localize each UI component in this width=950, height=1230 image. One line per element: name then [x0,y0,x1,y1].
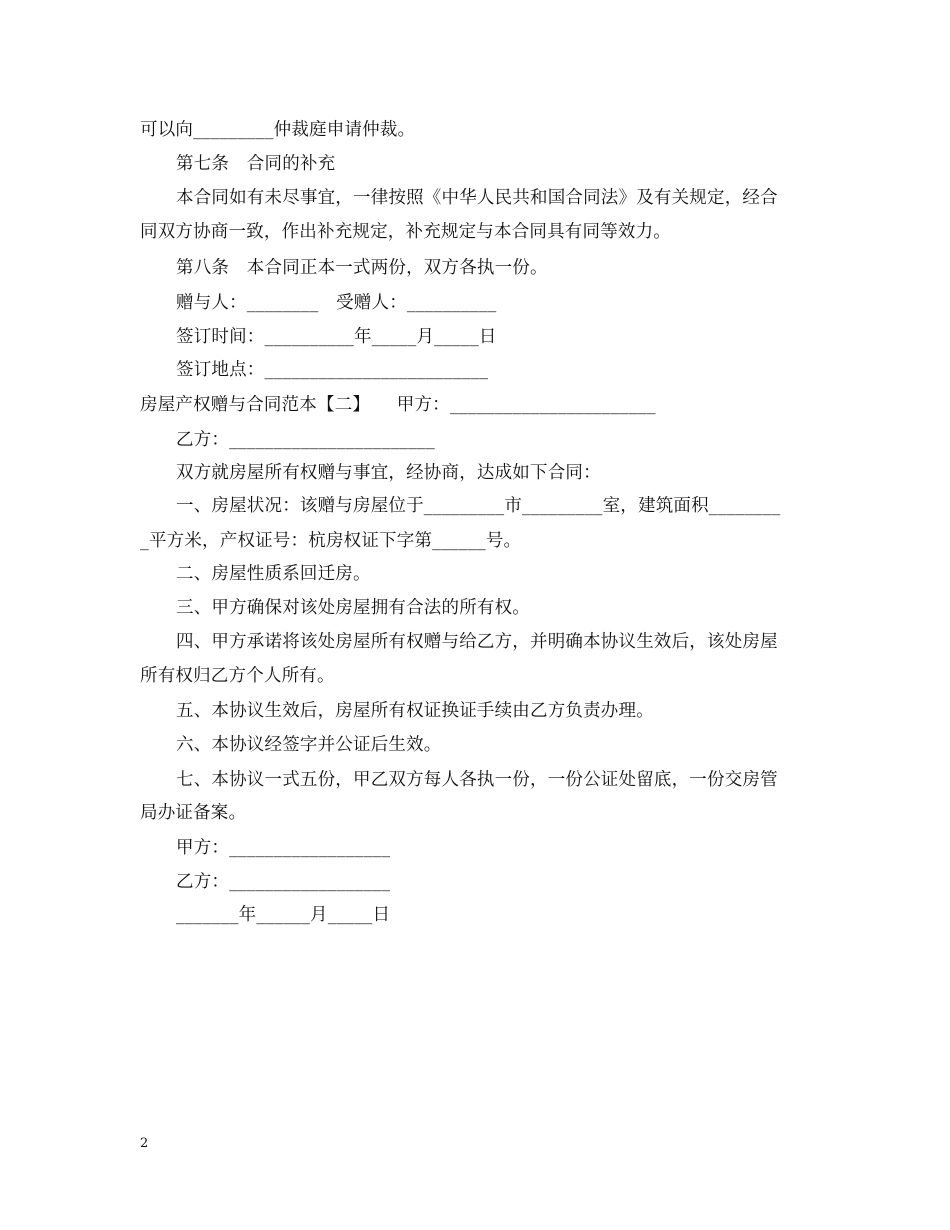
signing-date-line: 签订时间：__________年_____月_____日 [176,327,497,347]
text-line-supplement-1: 本合同如有未尽事宜，一律按照《中华人民共和国合同法》及有关规定，经合 [176,188,778,208]
page-number: 2 [140,1136,149,1151]
party-b-signature-line: 乙方：__________________ [176,872,391,892]
clause-4-line-2: 所有权归乙方个人所有。 [140,666,335,686]
party-b-line: 乙方：_______________________ [176,430,435,450]
text-line-supplement-2: 同双方协商一致，作出补充规定，补充规定与本合同具有同等效力。 [140,222,671,242]
clause-7-line-1: 七、本协议一式五份，甲乙双方每人各执一份，一份公证处留底，一份交房管 [176,770,778,790]
final-date-line: _______年______月_____日 [176,905,391,925]
template-two-heading: 房屋产权赠与合同范本【二】 甲方：_______________________ [140,395,656,415]
party-a-signature-line: 甲方：__________________ [176,838,391,858]
clause-2-line: 二、房屋性质系回迁房。 [176,564,371,584]
signing-place-line: 签订地点：_________________________ [176,360,489,380]
text-line-arbitration: 可以向_________仲裁庭申请仲裁。 [140,120,416,140]
intro-line: 双方就房屋所有权赠与事宜，经协商，达成如下合同： [176,463,601,483]
clause-5-line: 五、本协议生效后，房屋所有权证换证手续由乙方负责办理。 [176,701,654,721]
clause-6-line: 六、本协议经签字并公证后生效。 [176,735,442,755]
clause-7-line-2: 局办证备案。 [140,803,247,823]
clause-3-line: 三、甲方确保对该处房屋拥有合法的所有权。 [176,598,530,618]
clause-1-line-2: _平方米，产权证号：杭房权证下字第______号。 [140,531,522,551]
clause-4-line-1: 四、甲方承诺将该处房屋所有权赠与给乙方，并明确本协议生效后，该处房屋 [176,632,778,652]
article-7-heading: 第七条 合同的补充 [176,154,336,174]
article-8-line: 第八条 本合同正本一式两份，双方各执一份。 [176,258,548,278]
clause-1-line-1: 一、房屋状况：该赠与房屋位于_________市_________室，建筑面积________ [176,496,781,516]
donor-donee-line: 赠与人：________ 受赠人：__________ [176,293,497,313]
